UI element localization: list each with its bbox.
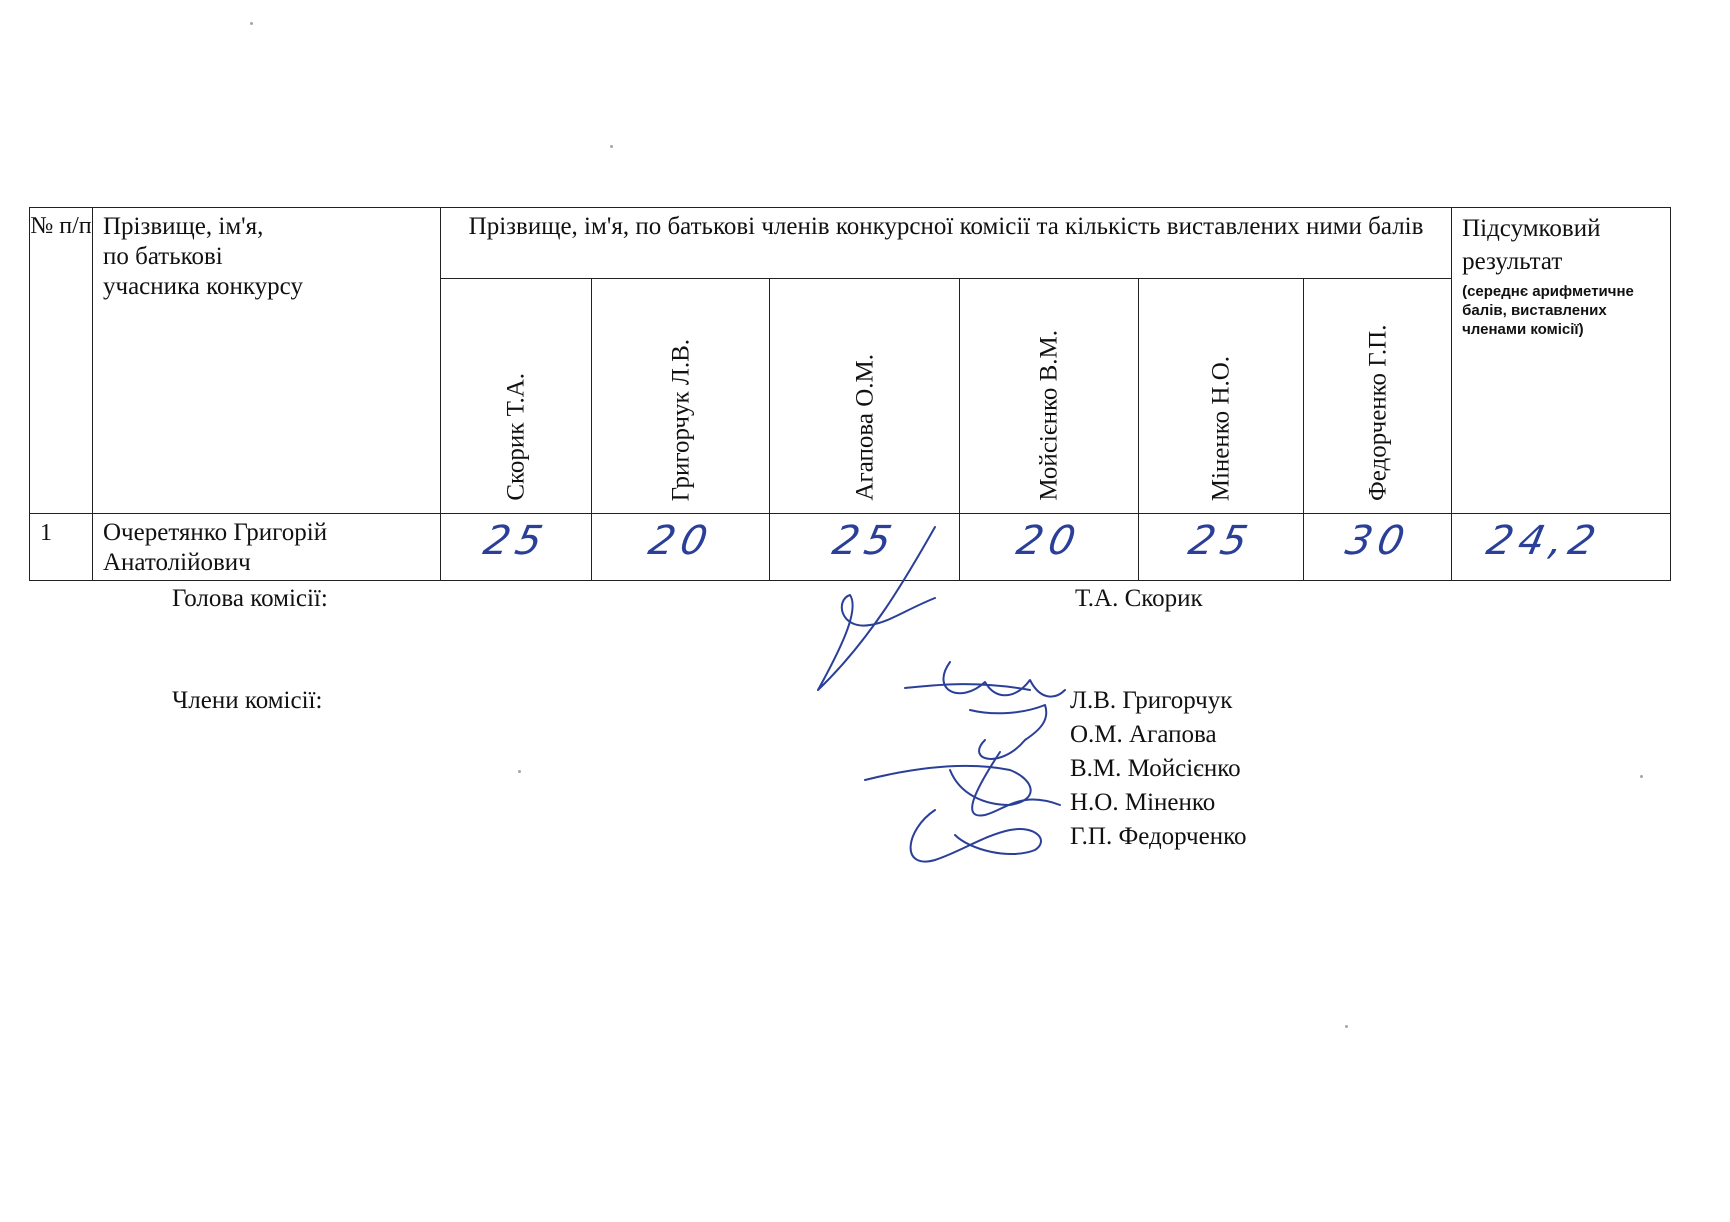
participant-name-line: Очеретянко Григорій xyxy=(103,519,328,546)
member-signature-name: Л.В. Григорчук xyxy=(1070,687,1233,714)
scan-speck xyxy=(1345,1025,1348,1028)
scan-speck xyxy=(1640,775,1643,778)
member-name: Федорченко Г.П. xyxy=(1364,324,1392,501)
member-name: Агапова О.М. xyxy=(851,354,878,501)
member-name: Мойсієнко В.М. xyxy=(1035,330,1063,501)
result-cell xyxy=(1452,514,1671,581)
handwritten-score: 25 xyxy=(479,518,553,564)
handwritten-score: 20 xyxy=(644,518,717,564)
participant-header xyxy=(93,208,441,514)
result-header-note: (середнє арифметичне балів, виставлених членами комісії) xyxy=(1462,283,1634,338)
member-column-header xyxy=(592,279,770,514)
member-signature-name: Н.О. Міненко xyxy=(1070,789,1216,816)
result-header xyxy=(1452,208,1671,514)
score-cell xyxy=(441,514,592,581)
participant-name-line: Анатолійович xyxy=(103,549,251,576)
result-header-title: результат xyxy=(1462,248,1563,275)
chair-label: Голова комісії: xyxy=(172,585,328,612)
member-column-header xyxy=(770,279,960,514)
scan-speck xyxy=(518,770,521,773)
handwritten-result: 24,2 xyxy=(1482,518,1606,564)
header-row xyxy=(30,208,1671,279)
member-signature-name: Г.П. Федорченко xyxy=(1070,823,1247,850)
evaluation-table xyxy=(29,207,1671,581)
row-number: 1 xyxy=(30,514,93,581)
participant-header-line: учасника конкурсу xyxy=(103,273,303,300)
participant-header-line: по батькові xyxy=(103,243,223,270)
scan-speck xyxy=(250,22,253,25)
member-signature-4 xyxy=(972,752,1060,816)
score-cell xyxy=(1304,514,1452,581)
chair-name: Т.А. Скорик xyxy=(1075,585,1203,612)
member-name: Григорчук Л.В. xyxy=(667,338,694,501)
member-signature-list xyxy=(1070,684,1246,854)
score-cell xyxy=(1139,514,1304,581)
member-name: Скорик Т.А. xyxy=(502,373,530,501)
committee-header: Прізвище, ім'я, по батькові членів конкурсної комісії та кількість виставлених ними балів xyxy=(441,208,1452,279)
member-column-header xyxy=(960,279,1139,514)
member-column-header xyxy=(1139,279,1304,514)
member-signature-3 xyxy=(865,766,1031,805)
member-column-header xyxy=(441,279,592,514)
scan-speck xyxy=(610,145,613,148)
member-signature-5 xyxy=(911,810,1041,862)
handwritten-score: 25 xyxy=(1184,518,1258,564)
member-signature-name: В.М. Мойсієнко xyxy=(1070,755,1241,782)
result-header-title: Підсумковий xyxy=(1462,215,1601,242)
members-label: Члени комісії: xyxy=(172,687,323,714)
member-column-header xyxy=(1304,279,1452,514)
member-signature-2 xyxy=(970,705,1046,759)
score-cell xyxy=(960,514,1139,581)
score-cell xyxy=(592,514,770,581)
participant-header-line: Прізвище, ім'я, xyxy=(103,213,264,240)
participant-name xyxy=(93,514,441,581)
handwritten-score: 25 xyxy=(828,518,901,564)
handwritten-score: 20 xyxy=(1012,518,1086,564)
member-name: Міненко Н.О. xyxy=(1207,355,1235,501)
handwritten-score: 30 xyxy=(1341,518,1414,564)
member-signature-name: О.М. Агапова xyxy=(1070,721,1217,748)
score-cell xyxy=(770,514,960,581)
member-signature-1 xyxy=(905,662,1065,697)
number-header: № п/п xyxy=(30,208,93,514)
table-row xyxy=(30,514,1671,581)
